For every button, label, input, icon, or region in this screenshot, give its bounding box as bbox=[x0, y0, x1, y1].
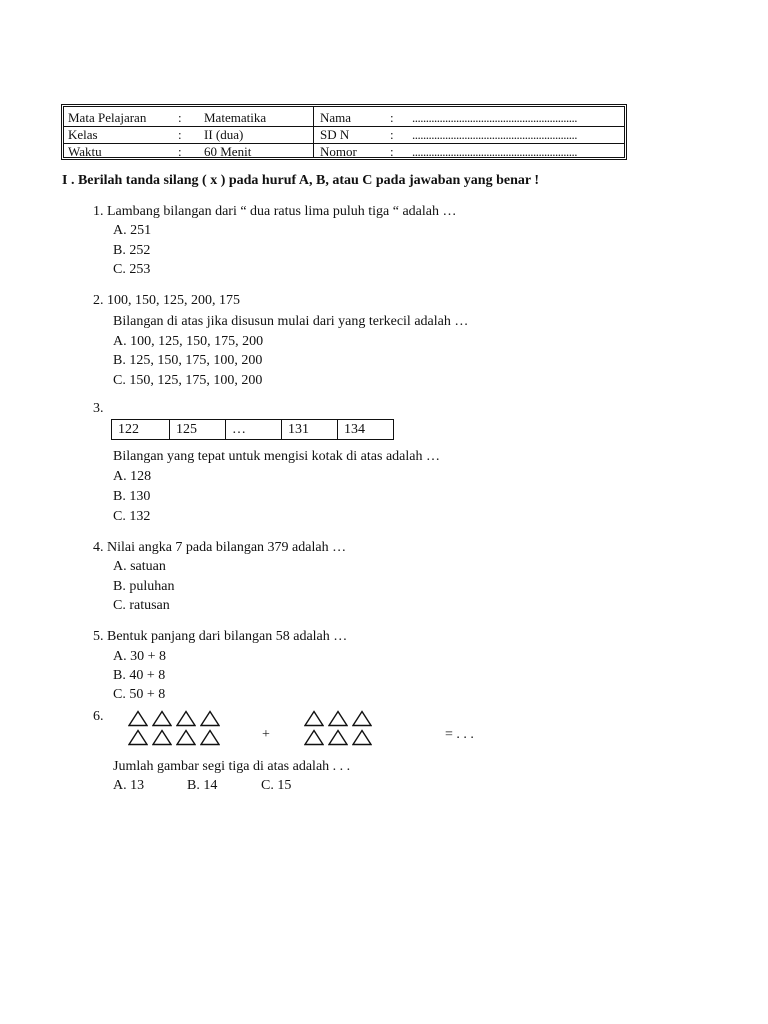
number-label: Nomor bbox=[320, 144, 357, 159]
q3-option-c[interactable]: C. 132 bbox=[113, 509, 151, 524]
triangle-icon bbox=[328, 710, 348, 727]
triangle-icon bbox=[128, 710, 148, 727]
q5-option-b[interactable]: B. 40 + 8 bbox=[113, 668, 166, 683]
name-blank[interactable]: ............................................................ bbox=[412, 110, 577, 125]
q4-option-c[interactable]: C. ratusan bbox=[113, 598, 170, 613]
sequence-box: 122 bbox=[112, 420, 170, 439]
triangle-icon bbox=[152, 729, 172, 746]
triangle-icon bbox=[352, 729, 372, 746]
sequence-box: 134 bbox=[344, 422, 365, 437]
triangle-icon bbox=[304, 710, 324, 727]
header-row bbox=[64, 126, 624, 144]
q2-option-b[interactable]: B. 125, 150, 175, 100, 200 bbox=[113, 353, 263, 368]
question-3: Bilangan yang tepat untuk mengisi kotak di atas adalah … bbox=[113, 449, 440, 464]
triangle-icon bbox=[176, 710, 196, 727]
triangle-icon bbox=[328, 729, 348, 746]
q1-option-a[interactable]: A. 251 bbox=[113, 223, 152, 238]
triangle-icon bbox=[152, 710, 172, 727]
colon: : bbox=[178, 144, 182, 159]
header-row bbox=[64, 143, 624, 160]
q4-option-a[interactable]: A. satuan bbox=[113, 559, 166, 574]
header-row bbox=[64, 109, 624, 127]
header-table bbox=[61, 104, 627, 160]
colon: : bbox=[390, 127, 394, 142]
q6-option-c[interactable]: C. 15 bbox=[261, 778, 292, 793]
question-2: Bilangan di atas jika disusun mulai dari yang terkecil adalah … bbox=[113, 314, 469, 329]
time-value: 60 Menit bbox=[204, 144, 252, 159]
triangle-row bbox=[304, 710, 372, 729]
triangle-icon bbox=[176, 729, 196, 746]
triangle-group-left bbox=[128, 710, 220, 748]
number-sequence-boxes bbox=[111, 419, 394, 440]
q2-option-a[interactable]: A. 100, 125, 150, 175, 200 bbox=[113, 334, 264, 349]
question-4: 4. Nilai angka 7 pada bilangan 379 adalah … bbox=[93, 540, 347, 555]
q1-option-b[interactable]: B. 252 bbox=[113, 243, 151, 258]
colon: : bbox=[390, 110, 394, 125]
q3-option-b[interactable]: B. 130 bbox=[113, 489, 151, 504]
question-2-numbers: 2. 100, 150, 125, 200, 175 bbox=[93, 293, 240, 308]
q1-option-c[interactable]: C. 253 bbox=[113, 262, 151, 277]
triangle-icon bbox=[200, 729, 220, 746]
number-blank[interactable]: ............................................................ bbox=[412, 144, 577, 159]
subject-label: Mata Pelajaran bbox=[68, 110, 147, 125]
question-5: 5. Bentuk panjang dari bilangan 58 adalah … bbox=[93, 629, 348, 644]
time-label: Waktu bbox=[68, 144, 102, 159]
triangle-row bbox=[128, 729, 220, 748]
q6-option-a[interactable]: A. 13 bbox=[113, 778, 145, 793]
triangle-icon bbox=[304, 729, 324, 746]
sequence-box: 125 bbox=[170, 420, 226, 439]
triangle-icon bbox=[200, 710, 220, 727]
q6-option-b[interactable]: B. 14 bbox=[187, 778, 218, 793]
triangle-row bbox=[128, 710, 220, 729]
colon: : bbox=[178, 127, 182, 142]
sequence-box-blank: … bbox=[226, 420, 282, 439]
q5-option-a[interactable]: A. 30 + 8 bbox=[113, 649, 167, 664]
instruction: I . Berilah tanda silang ( x ) pada huruf A, B, atau C pada jawaban yang benar ! bbox=[62, 173, 540, 188]
question-1: 1. Lambang bilangan dari “ dua ratus lima puluh tiga “ adalah … bbox=[93, 204, 457, 219]
school-blank[interactable]: ............................................................ bbox=[412, 127, 577, 142]
colon: : bbox=[178, 110, 182, 125]
triangle-group-right bbox=[304, 710, 372, 748]
triangle-row bbox=[304, 729, 372, 748]
q2-option-c[interactable]: C. 150, 125, 175, 100, 200 bbox=[113, 373, 263, 388]
school-label: SD N bbox=[320, 127, 350, 142]
class-value: II (dua) bbox=[204, 127, 244, 142]
name-label: Nama bbox=[320, 110, 352, 125]
sequence-box: 131 bbox=[282, 420, 338, 439]
plus-sign: + bbox=[262, 727, 270, 742]
question-6: Jumlah gambar segi tiga di atas adalah . . . bbox=[113, 759, 351, 774]
equals-blank: = . . . bbox=[445, 727, 474, 742]
question-3-number: 3. bbox=[93, 401, 104, 416]
class-label: Kelas bbox=[68, 127, 98, 142]
q4-option-b[interactable]: B. puluhan bbox=[113, 579, 175, 594]
triangle-icon bbox=[128, 729, 148, 746]
question-6-number: 6. bbox=[93, 709, 104, 724]
subject-value: Matematika bbox=[204, 110, 267, 125]
q3-option-a[interactable]: A. 128 bbox=[113, 469, 152, 484]
colon: : bbox=[390, 144, 394, 159]
triangle-icon bbox=[352, 710, 372, 727]
q5-option-c[interactable]: C. 50 + 8 bbox=[113, 687, 166, 702]
